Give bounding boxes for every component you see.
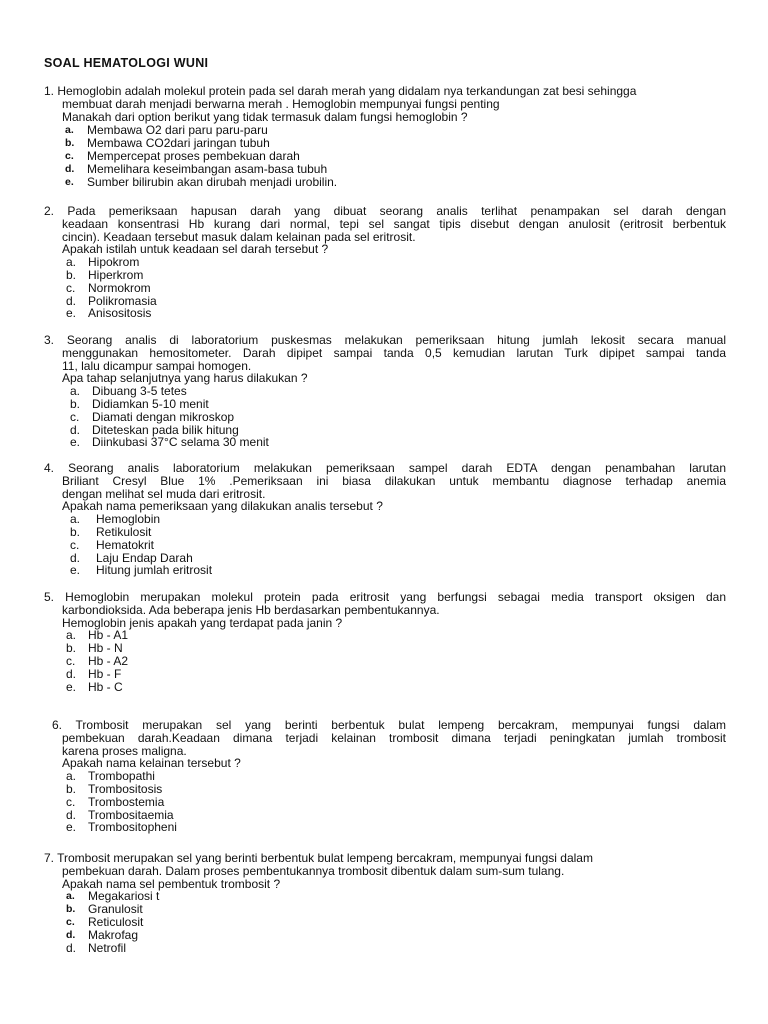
option-text: Membawa CO2dari jaringan tubuh xyxy=(87,136,270,151)
question-text-line: 11, lalu dicampur sampai homogen. xyxy=(62,358,252,373)
option-letter: a. xyxy=(70,512,81,527)
option-letter: b. xyxy=(66,267,77,282)
option-text: Sumber bilirubin akan dirubah menjadi urobilin. xyxy=(87,174,338,189)
option-letter: c. xyxy=(66,915,75,928)
option-d xyxy=(65,163,768,176)
option-letter: e. xyxy=(66,306,77,321)
option-letter: b. xyxy=(70,396,81,411)
question-text-line: 4. Seorang analis laboratorium melakukan pemeriksaan sampel darah EDTA dengan penambahan larutan xyxy=(44,461,726,475)
option-text: Trombositopheni xyxy=(88,820,177,835)
question-stem xyxy=(0,462,768,513)
question-text-line: 2. Pada pemeriksaan hapusan darah yang dibuat seorang analis terlihat penampakan sel darah dengan xyxy=(44,204,726,218)
option-letter: a. xyxy=(65,124,74,137)
question-text-line: karena proses maligna. xyxy=(62,743,187,758)
option-d xyxy=(66,929,768,942)
option-letter: b. xyxy=(70,524,81,539)
option-b xyxy=(66,903,768,916)
option-text: Hitung jumlah eritrosit xyxy=(96,563,213,578)
question-text-line: Briliant Cresyl Blue 1% .Pemeriksaan ini biasa dilakukan untuk membantu diagnose terhadap anemia xyxy=(62,473,726,488)
option-text: Hb - C xyxy=(88,679,123,694)
option-text: Hipokrom xyxy=(88,255,140,270)
option-e xyxy=(65,176,768,189)
options-list xyxy=(0,629,768,693)
option-text: Membawa O2 dari paru paru-paru xyxy=(87,123,268,138)
question-6 xyxy=(0,719,768,834)
option-letter: a. xyxy=(66,890,75,903)
question-stem xyxy=(0,591,768,629)
option-letter: c. xyxy=(65,149,74,162)
option-c xyxy=(66,796,768,809)
question-2 xyxy=(0,205,768,320)
option-e xyxy=(70,436,768,449)
option-text: Netrofil xyxy=(88,940,127,955)
document-title: SOAL HEMATOLOGI WUNI xyxy=(44,56,209,70)
question-stem xyxy=(0,852,768,890)
question-text-line: 5. Hemoglobin merupakan molekul protein pada eritrosit yang berfungsi sebagai media transport oksigen dan xyxy=(44,590,726,604)
option-text: Megakariosi t xyxy=(88,889,160,904)
question-text-line: 3. Seorang analis di laboratorium puskesmas melakukan pemeriksaan hitung jumlah lekosit secara manual xyxy=(44,333,726,347)
options-list xyxy=(0,256,768,320)
option-text: Hb - A1 xyxy=(88,628,129,643)
option-letter: b. xyxy=(66,903,76,916)
option-letter: c. xyxy=(70,537,80,552)
question-text-line: dengan melihat sel muda dari eritrosit. xyxy=(62,486,266,501)
option-letter: a. xyxy=(66,255,77,270)
option-text: Hb - F xyxy=(88,666,122,681)
option-c xyxy=(65,150,768,163)
question-7 xyxy=(0,852,768,954)
option-text: Makrofag xyxy=(88,927,139,942)
option-a xyxy=(66,256,768,269)
question-prompt: Hemoglobin jenis apakah yang terdapat pada janin ? xyxy=(62,615,343,630)
option-text: Trombopathi xyxy=(88,769,155,784)
option-text: Reticulosit xyxy=(88,914,144,929)
question-text-line: 7. Trombosit merupakan sel yang berinti berbentuk bulat lempeng bercakram, mempunyai fungsi dalam xyxy=(44,851,593,865)
option-letter: d. xyxy=(70,422,81,437)
option-text: Memelihara keseimbangan asam-basa tubuh xyxy=(87,161,328,176)
question-text-line: pembekuan darah. Dalam proses pembentukannya trombosit dibentuk dalam sum-sum tulang. xyxy=(62,863,565,878)
option-d-second xyxy=(66,942,768,955)
question-text-line: pembekuan darah.Keadaan dimana terjadi kelainan trombosit dimana terjadi peningkatan jumlah trombosit xyxy=(62,730,726,745)
question-stem xyxy=(0,334,768,385)
question-text-line: membuat darah menjadi berwarna merah . Hemoglobin mempunyai fungsi penting xyxy=(62,96,500,111)
options-list xyxy=(0,385,768,449)
option-letter: d. xyxy=(65,162,75,175)
question-text-line: 6. Trombosit merupakan sel yang berinti berbentuk bulat lempeng bercakram, mempunyai fungsi dalam xyxy=(52,718,726,732)
option-e xyxy=(70,564,768,577)
question-prompt: Apakah istilah untuk keadaan sel darah tersebut ? xyxy=(62,242,329,257)
option-text: Hb - A2 xyxy=(88,653,129,668)
option-a xyxy=(66,629,768,642)
question-4 xyxy=(0,462,768,577)
option-text: Hematokrit xyxy=(96,537,155,552)
option-e xyxy=(66,307,768,320)
option-text: Retikulosit xyxy=(96,524,152,539)
question-prompt: Manakah dari option berikut yang tidak termasuk dalam fungsi hemoglobin ? xyxy=(62,109,468,124)
option-text: Didiamkan 5-10 menit xyxy=(92,396,209,411)
option-b xyxy=(70,526,768,539)
options-list xyxy=(0,890,768,954)
question-text-line: cincin). Keadaan tersebut masuk dalam kelainan pada sel eritrosit. xyxy=(62,229,416,244)
option-letter: a. xyxy=(66,769,77,784)
option-letter: d. xyxy=(70,550,81,565)
question-text-line: menggunakan hemositometer. Darah dipipet sampai tanda 0,5 kemudian larutan Turk dipipet sampai tanda xyxy=(62,345,726,360)
option-letter: d. xyxy=(66,666,77,681)
option-letter: c. xyxy=(66,280,76,295)
option-e xyxy=(66,681,768,694)
question-3 xyxy=(0,334,768,449)
option-a xyxy=(66,890,768,903)
option-letter: d. xyxy=(66,928,76,941)
option-text: Normokrom xyxy=(88,280,151,295)
option-a xyxy=(66,770,768,783)
question-stem xyxy=(0,719,768,770)
option-letter: e. xyxy=(70,563,81,578)
option-text: Polikromasia xyxy=(88,293,157,308)
option-b xyxy=(66,269,768,282)
option-letter: e. xyxy=(65,175,74,188)
option-text: Laju Endap Darah xyxy=(96,550,193,565)
option-text: Diamati dengan mikroskop xyxy=(92,409,235,424)
option-b xyxy=(66,783,768,796)
question-prompt: Apakah nama pemeriksaan yang dilakukan analis tersebut ? xyxy=(62,499,383,514)
question-stem xyxy=(0,85,768,123)
option-text: Trombositaemia xyxy=(88,807,174,822)
option-text: Hb - N xyxy=(88,641,123,656)
option-text: Diinkubasi 37°C selama 30 menit xyxy=(92,435,269,450)
option-c xyxy=(66,655,768,668)
question-text-line: 1. Hemoglobin adalah molekul protein pada sel darah merah yang didalam nya terkandungan zat besi sehingga xyxy=(44,84,637,98)
option-letter: d. xyxy=(66,293,77,308)
option-letter: b. xyxy=(66,781,77,796)
option-text: Anisositosis xyxy=(88,306,152,321)
option-d xyxy=(66,668,768,681)
option-letter: b. xyxy=(65,137,75,150)
option-c xyxy=(66,916,768,929)
option-b xyxy=(70,398,768,411)
option-letter: e. xyxy=(66,820,77,835)
question-prompt: Apakah nama kelainan tersebut ? xyxy=(62,756,241,771)
option-e xyxy=(66,821,768,834)
options-list xyxy=(0,124,768,188)
question-text-line: keadaan konsentrasi Hb kurang dari normal, tepi sel sangat tipis disebut dengan anulosit (eritrosit berbentuk xyxy=(62,216,726,231)
question-text-line: karbondioksida. Ada beberapa jenis Hb berdasarkan pembentukannya. xyxy=(62,602,440,617)
question-prompt: Apa tahap selanjutnya yang harus dilakukan ? xyxy=(62,371,308,386)
option-letter: e. xyxy=(70,435,81,450)
option-text: Dibuang 3-5 tetes xyxy=(92,384,187,399)
option-text: Granulosit xyxy=(88,902,143,917)
option-letter: c. xyxy=(66,794,76,809)
option-c xyxy=(70,539,768,552)
question-1 xyxy=(0,85,768,188)
option-text: Trombositosis xyxy=(88,781,163,796)
option-letter: c. xyxy=(70,409,80,424)
option-b xyxy=(66,642,768,655)
option-a xyxy=(70,513,768,526)
option-d xyxy=(66,295,768,308)
option-letter: c. xyxy=(66,653,76,668)
option-letter: d. xyxy=(66,807,77,822)
options-list xyxy=(0,513,768,577)
option-text: Mempercepat proses pembekuan darah xyxy=(87,148,300,163)
option-text: Trombostemia xyxy=(88,794,165,809)
options-list xyxy=(0,770,768,834)
question-5 xyxy=(0,591,768,693)
option-letter: d. xyxy=(66,940,77,955)
option-c xyxy=(66,282,768,295)
question-prompt: Apakah nama sel pembentuk trombosit ? xyxy=(62,876,281,891)
option-letter: e. xyxy=(66,679,77,694)
option-letter: a. xyxy=(70,384,81,399)
option-text: Hemoglobin xyxy=(96,512,161,527)
option-text: Diteteskan pada bilik hitung xyxy=(92,422,239,437)
option-c xyxy=(70,411,768,424)
option-letter: b. xyxy=(66,641,77,656)
option-text: Hiperkrom xyxy=(88,267,144,282)
question-stem xyxy=(0,205,768,256)
option-letter: a. xyxy=(66,628,77,643)
